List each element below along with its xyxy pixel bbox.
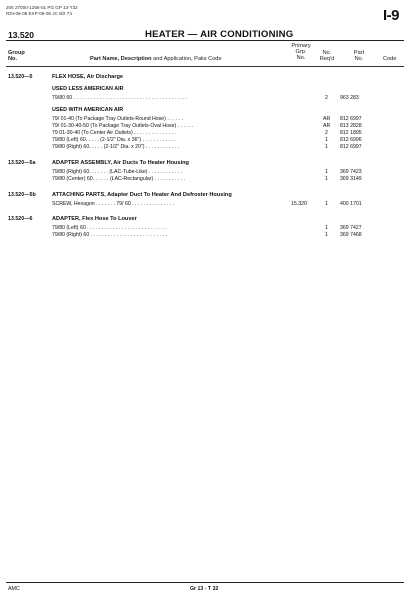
part-description: 79/80 (Left) 60. . . . . (2-1/2" Dia. x 36") . . . . . . . . . . . . xyxy=(52,137,176,143)
required-qty: AR xyxy=(323,116,331,122)
part-description: 79/ 01-30-40-50 (To Package Tray Outlets-Oval Hose) . . . . . . xyxy=(52,123,194,129)
group-number: 13.520—5a xyxy=(8,160,36,166)
part-number: 812 6996 xyxy=(340,137,362,143)
part-number: 812 6997 xyxy=(340,144,362,150)
col-code-header: Code xyxy=(383,56,397,62)
primary-group-number: 15.320 xyxy=(291,201,307,207)
group-number: 13.520—5 xyxy=(8,74,33,80)
required-qty: 1 xyxy=(325,144,328,150)
group-title: ATTACHING PARTS, Adapter Duct To Heater And Defroster Housing xyxy=(52,192,232,198)
print-code-line-2: RDI-06-08 EXP-06-08 JC 9/2 74 xyxy=(6,11,72,16)
header-rule xyxy=(6,40,404,41)
required-qty: 1 xyxy=(325,232,328,238)
required-qty: AR xyxy=(323,123,331,129)
group-number: 13.520—5b xyxy=(8,192,36,198)
col-primary-group-header: Primary Grp. No. xyxy=(291,43,311,62)
col-group-header: Group No. xyxy=(8,50,25,63)
subheading: USED WITH AMERICAN AIR xyxy=(52,107,124,113)
print-code-line-1: 205 27000-1256-01 PG GP 13-T32 xyxy=(6,5,78,10)
required-qty: 1 xyxy=(325,169,328,175)
part-description: SCREW, Hexagon . . . . . . . 79/ 60 . . . . . . . . . . . . . . . xyxy=(52,201,174,207)
required-qty: 2 xyxy=(325,130,328,136)
required-qty: 1 xyxy=(325,176,328,182)
subheading: USED LESS AMERICAN AIR xyxy=(52,86,124,92)
part-number: 400 1701 xyxy=(340,201,362,207)
part-number: 812 6997 xyxy=(340,116,362,122)
part-description: 79/80 (Center) 60. . . . . . (LAC-Rectangular) . . . . . . . . . . . xyxy=(52,176,185,182)
page-title: HEATER — AIR CONDITIONING xyxy=(145,29,294,40)
part-number: 813 2828 xyxy=(340,123,362,129)
group-title: ADAPTER, Flex Hose To Louver xyxy=(52,216,137,222)
required-qty: 1 xyxy=(325,137,328,143)
col-part-number-header: Part No. xyxy=(353,50,365,63)
part-number: 369 3149 xyxy=(340,176,362,182)
part-description: 79/80 60 . . . . . . . . . . . . . . . . . . . . . . . . . . . . . . . . . . . . . . . . xyxy=(52,95,188,101)
group-title: FLEX HOSE, Air Discharge xyxy=(52,74,123,80)
group-number: 13.520—6 xyxy=(8,216,33,222)
footer-brand: AMC xyxy=(8,586,20,592)
footer-rule xyxy=(6,582,404,583)
columns-rule xyxy=(6,66,404,67)
col-required-header: No. Req'd xyxy=(319,50,335,63)
section-number: 13.520 xyxy=(8,30,34,40)
part-description: 79/ 01-40 (To Package Tray Outlets-Round Hose) . . . . . . xyxy=(52,116,184,122)
part-description: 79/80 (Left) 60 . . . . . . . . . . . . . . . . . . . . . . . . . . . . xyxy=(52,225,167,231)
group-title: ADAPTER ASSEMBLY, Air Ducts To Heater Housing xyxy=(52,160,189,166)
section-tab: I-9 xyxy=(383,7,400,24)
part-number: 963 283 xyxy=(340,95,359,101)
part-description: 79 01-30-40 (To Center Air Outlets) . . . . . . . . . . . . . . . xyxy=(52,130,176,136)
part-number: 369 7423 xyxy=(340,169,362,175)
part-number: 369 7427 xyxy=(340,225,362,231)
part-number: 369 7468 xyxy=(340,232,362,238)
part-number: 812 1895 xyxy=(340,130,362,136)
col-part-name-header: Part Name, Description and Application, Paks Code xyxy=(90,56,222,62)
required-qty: 1 xyxy=(325,225,328,231)
part-description: 79/80 (Right) 60. . . . . . . (LAC-Tube-Like) . . . . . . . . . . . . xyxy=(52,169,183,175)
part-description: 79/80 (Right) 60 . . . . . . . . . . . . . . . . . . . . . . . . . . . xyxy=(52,232,168,238)
part-description: 79/80 (Right) 60. . . . . (2-1/2" Dia. x 20") . . . . . . . . . . . . xyxy=(52,144,180,150)
required-qty: 2 xyxy=(325,95,328,101)
page-reference: Gr 13 - T 32 xyxy=(190,586,219,592)
required-qty: 1 xyxy=(325,201,328,207)
